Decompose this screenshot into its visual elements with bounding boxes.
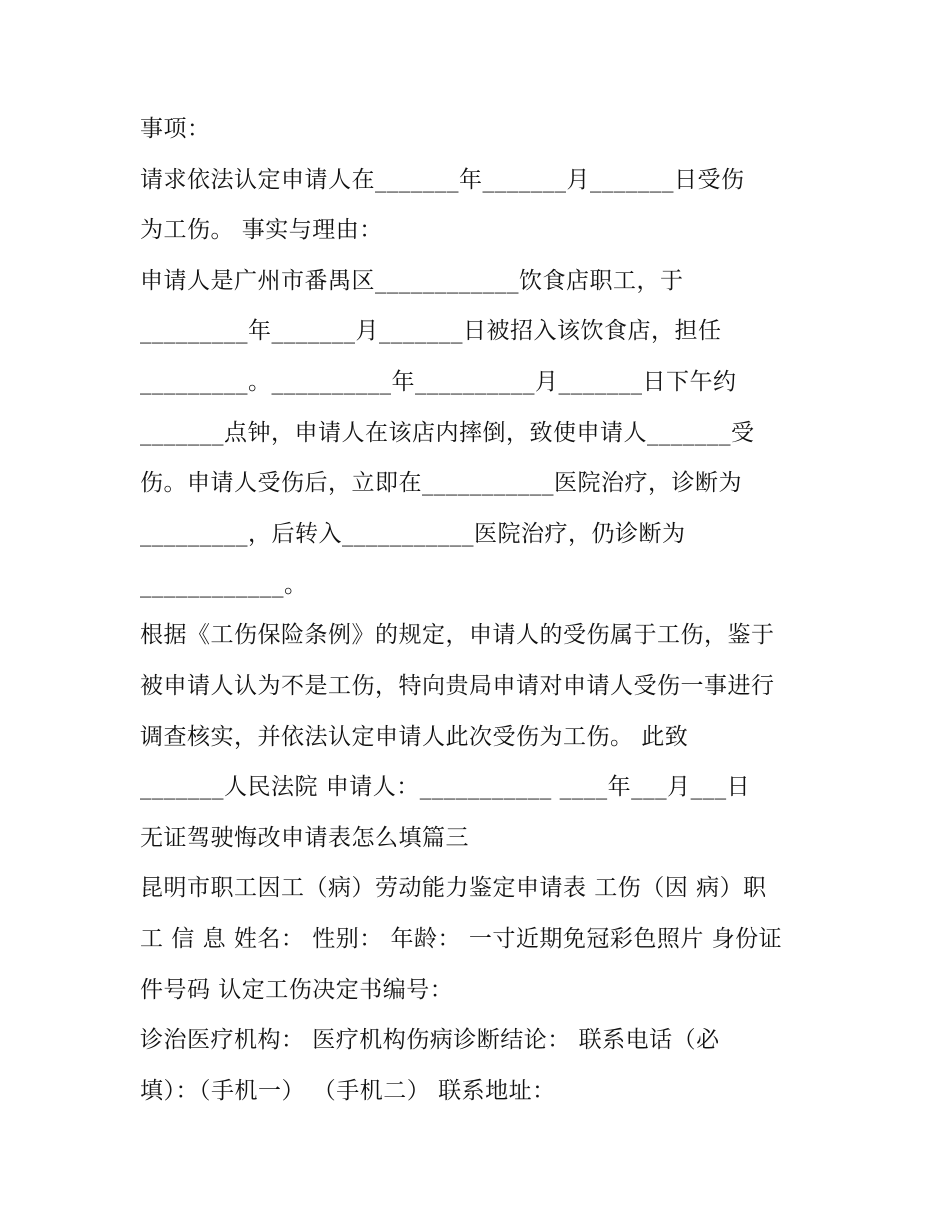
text-line: _________年_______月_______日被招入该饮食店，担任 [140,318,722,344]
text-line: 申请人是广州市番禺区____________饮食店职工，于 [140,268,684,294]
text-line: _________，后转入___________医院治疗，仍诊断为 [140,521,686,547]
text-line: ____________。 [140,572,308,598]
text-line: 为工伤。 事实与理由： [140,217,383,243]
text-line: _______人民法院 申请人：___________ ____年___月___日 [140,774,751,800]
text-line: 伤。申请人受伤后，立即在___________医院治疗，诊断为 [140,470,742,496]
text-line: 填）：（手机一） （手机二） 联系地址： [140,1078,556,1104]
text-line: _______点钟，申请人在该店内摔倒，致使申请人_______受 [140,420,755,446]
text-line: 工 信 息 姓名： 性别： 年龄： 一寸近期免冠彩色照片 身份证 [140,926,783,952]
text-line: 被申请人认为不是工伤，特向贵局申请对申请人受伤一事进行 [140,673,775,699]
text-line: 请求依法认定申请人在_______年_______月_______日受伤 [140,167,745,193]
text-line: 事项： [140,116,211,142]
text-line: 件号码 认定工伤决定书编号： [140,977,454,1003]
section-heading: 无证驾驶悔改申请表怎么填篇三 [140,825,469,851]
text-line: 昆明市职工因工（病）劳动能力鉴定申请表 工伤（因 病）职 [140,875,767,901]
text-line: 根据《工伤保险条例》的规定，申请人的受伤属于工伤，鉴于 [140,622,775,648]
text-line: 调查核实，并依法认定申请人此次受伤为工伤。 此致 [140,724,689,750]
text-line: 诊治医疗机构： 医疗机构伤病诊断结论： 联系电话（必 [140,1027,720,1053]
text-line: _________。__________年__________月_______日下午约 [140,369,737,395]
